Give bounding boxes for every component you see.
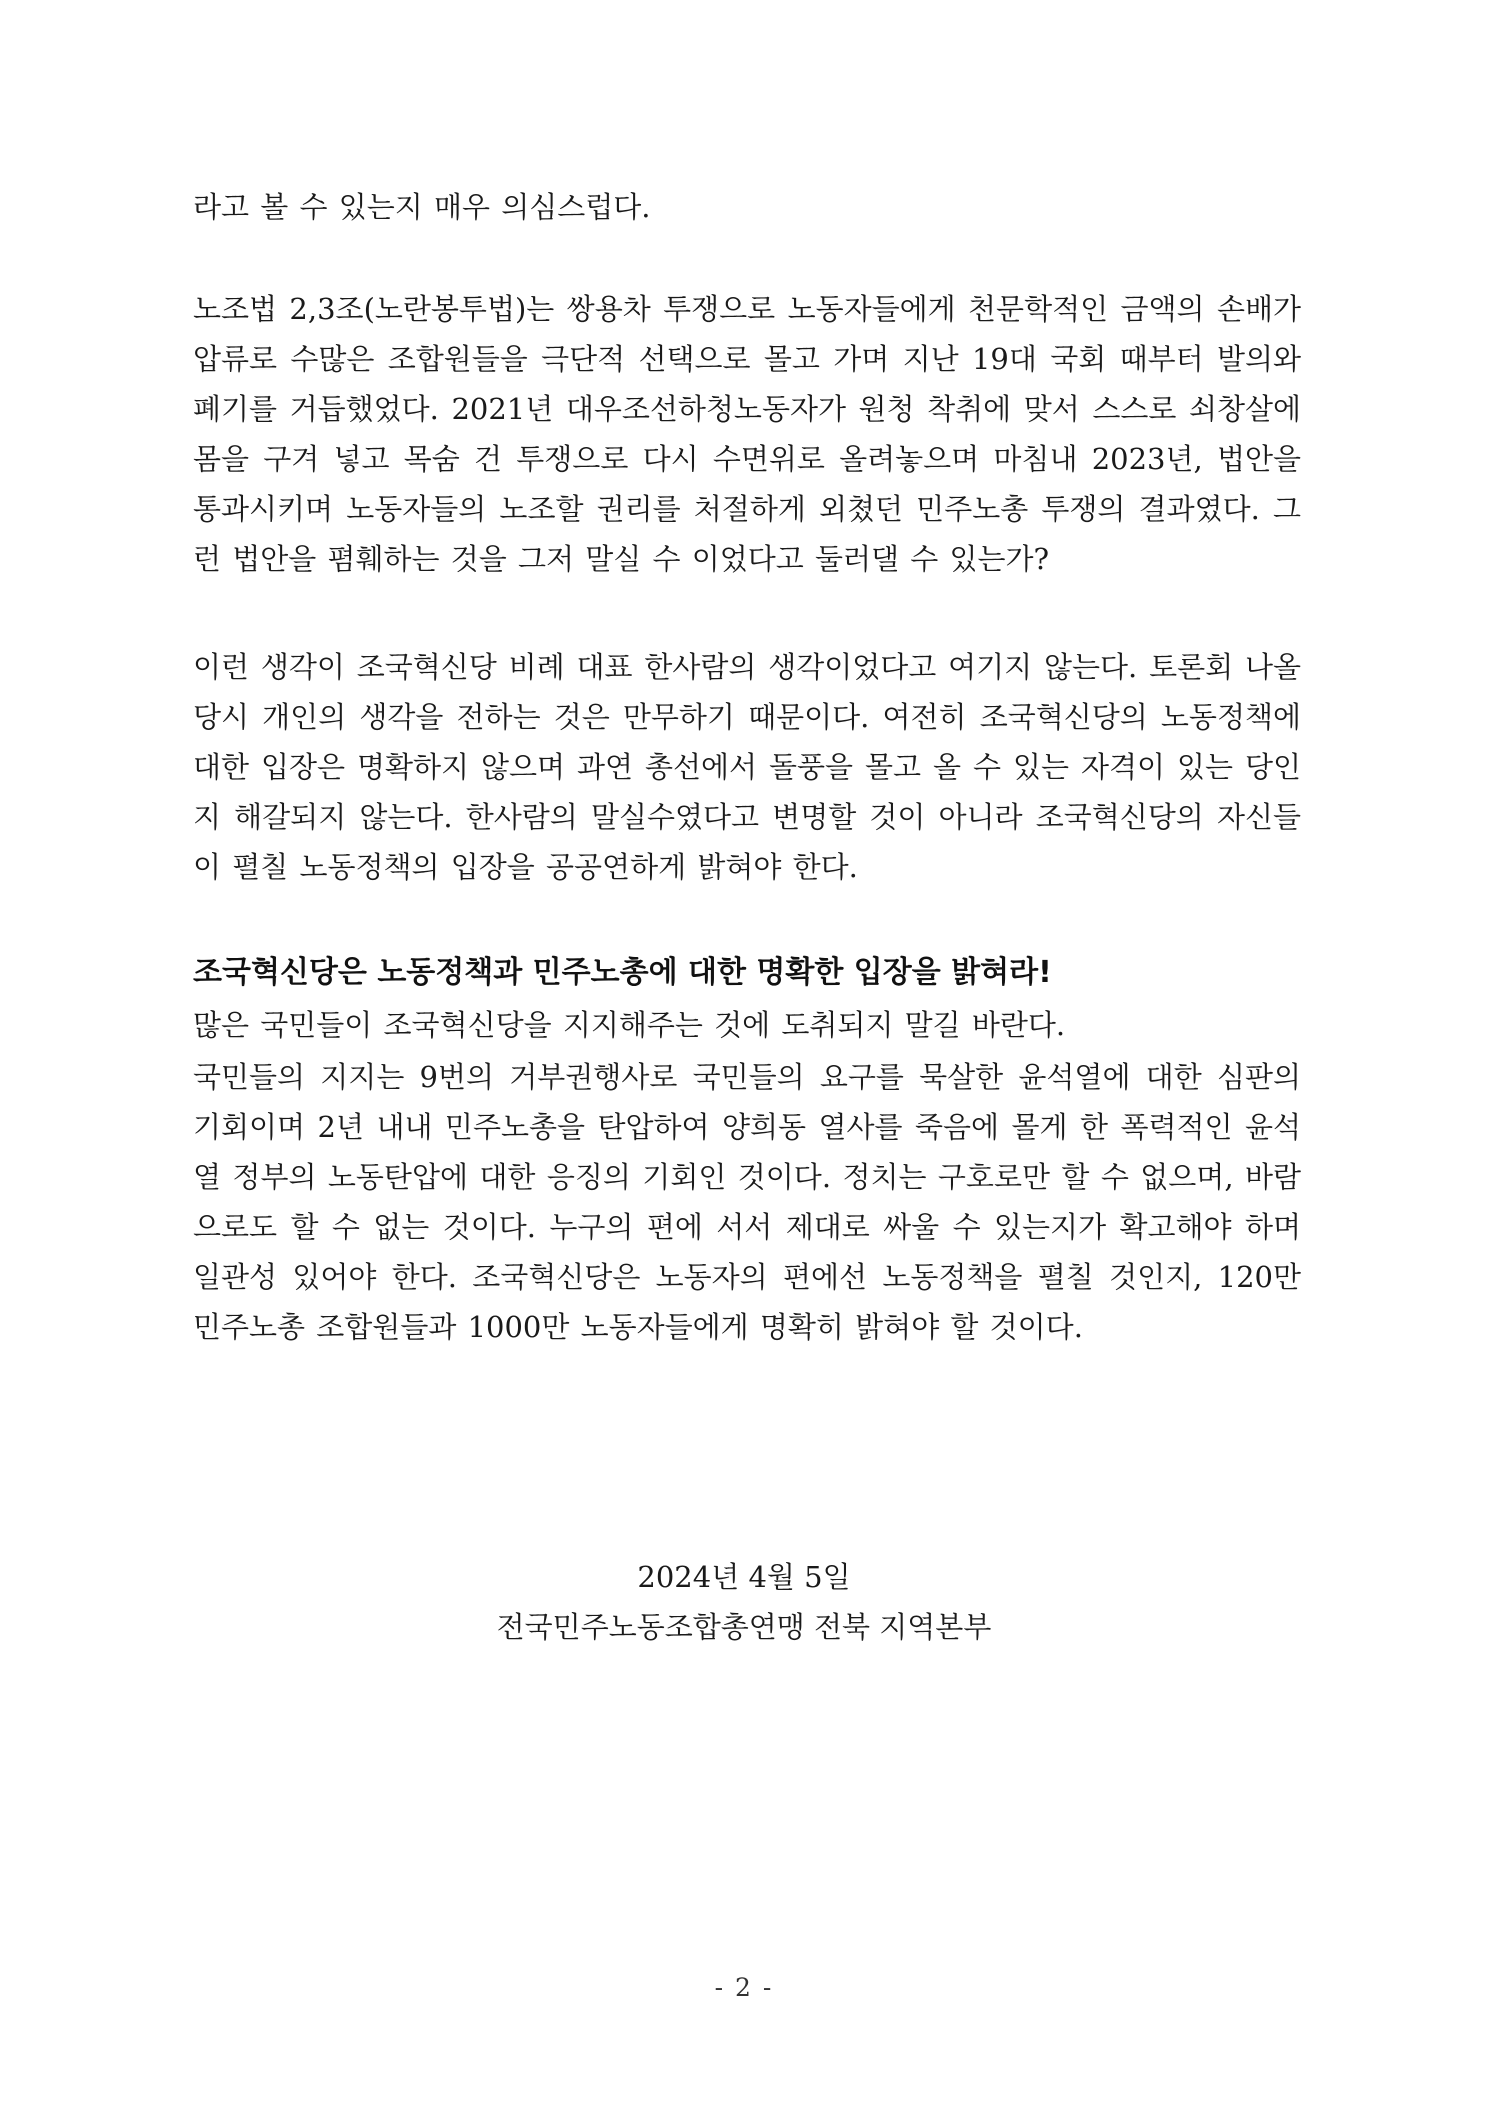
paragraph-continuation: 라고 볼 수 있는지 매우 의심스럽다. bbox=[193, 190, 651, 224]
section-heading: 조국혁신당은 노동정책과 민주노총에 대한 명확한 입장을 밝혀라! bbox=[193, 955, 1052, 990]
issuing-organization: 전국민주노동조합총연맹 전북 지역본부 bbox=[496, 1610, 992, 1644]
paragraph-public-support: 많은 국민들이 조국혁신당을 지지해주는 것에 도취되지 말길 바란다. bbox=[193, 1008, 1066, 1042]
page-number: - 2 - bbox=[714, 1973, 774, 2002]
paragraph-yellow-envelope-law: 노조법 2,3조(노란봉투법)는 쌍용차 투쟁으로 노동자들에게 천문학적인 금액의 손배가압류로 수많은 조합원들을 극단적 선택으로 몰고 가며 지난 19대 국회 때부터 발의와 폐기를 거듭했었다. 2021년 대우조선하청노동자가 원청 착취에 맞서 스스로 쇠창살에 몸을 구겨 넣고 목숨 건 투쟁으로 다시 수면위로 올려놓으며 마침내 2023년, 법안을 통과시키며 노동자들의 노조할 권리를 처절하게 외쳤던 민주노총 투쟁의 결과였다. 그런 법안을 폄훼하는 것을 그저 말실 수 이었다고 둘러댈 수 있는가? bbox=[193, 292, 1301, 576]
paragraph-demand: 국민들의 지지는 9번의 거부권행사로 국민들의 요구를 묵살한 윤석열에 대한 심판의 기회이며 2년 내내 민주노총을 탄압하여 양희동 열사를 죽음에 몰게 한 폭력적인 윤석열 정부의 노동탄압에 대한 응징의 기회인 것이다. 정치는 구호로만 할 수 없으며, 바람으로도 할 수 없는 것이다. 누구의 편에 서서 제대로 싸울 수 있는지가 확고해야 하며 일관성 있어야 한다. 조국혁신당은 노동자의 편에선 노동정책을 펼칠 것인지, 120만 민주노총 조합원들과 1000만 노동자들에게 명확히 밝혀야 할 것이다. bbox=[193, 1060, 1301, 1344]
paragraph-party-position: 이런 생각이 조국혁신당 비례 대표 한사람의 생각이었다고 여기지 않는다. 토론회 나올 당시 개인의 생각을 전하는 것은 만무하기 때문이다. 여전히 조국혁신당의 노동정책에 대한 입장은 명확하지 않으며 과연 총선에서 돌풍을 몰고 올 수 있는 자격이 있는 당인지 해갈되지 않는다. 한사람의 말실수였다고 변명할 것이 아니라 조국혁신당의 자신들이 펼칠 노동정책의 입장을 공공연하게 밝혀야 한다. bbox=[193, 650, 1301, 884]
statement-date: 2024년 4월 5일 bbox=[637, 1560, 851, 1594]
